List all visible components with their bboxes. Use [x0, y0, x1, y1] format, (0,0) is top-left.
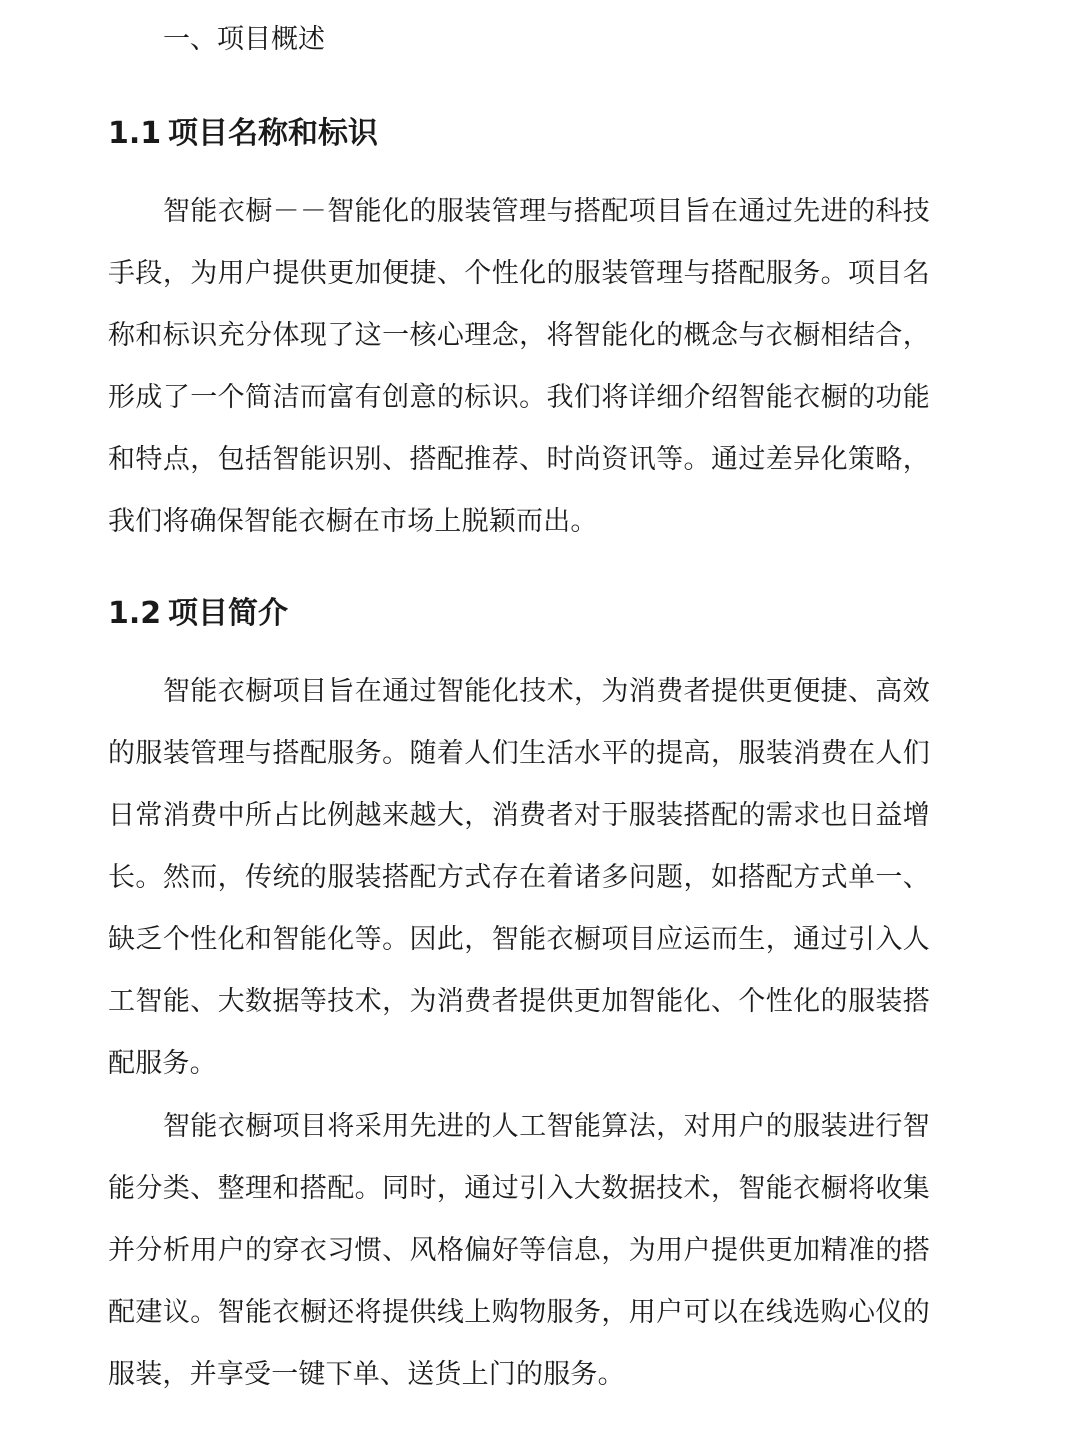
paragraph-project-name: 智能衣橱－－智能化的服装管理与搭配项目旨在通过先进的科技手段，为用户提供更加便捷、个性化的服装管理与搭配服务。项目名称和标识充分体现了这一核心理念，将智能化的概念与衣橱相结合，形成了一个简洁而富有创意的标识。我们将详细介绍智能衣橱的功能和特点，包括智能识别、搭配推荐、时尚资讯等。通过差异化策略，我们将确保智能衣橱在市场上脱颖而出。 [108, 196, 930, 537]
paragraph-project-intro: 智能衣橱项目旨在通过智能化技术，为消费者提供更便捷、高效的服装管理与搭配服务。随着人们生活水平的提高，服装消费在人们日常消费中所占比例越来越大，消费者对于服装搭配的需求也日益增长。然而，传统的服装搭配方式存在着诸多问题，如搭配方式单一、缺乏个性化和智能化等。因此，智能衣橱项目应运而生，通过引入人工智能、大数据等技术，为消费者提供更加智能化、个性化的服装搭配服务。 [108, 676, 930, 1079]
section-heading-1-1 [108, 112, 378, 156]
paragraph-project-tech: 智能衣橱项目将采用先进的人工智能算法，对用户的服装进行智能分类、整理和搭配。同时，通过引入大数据技术，智能衣橱将收集并分析用户的穿衣习惯、风格偏好等信息，为用户提供更加精准的搭配建议。智能衣橱还将提供线上购物服务，用户可以在线选购心仪的服装，并享受一键下单、送货上门的服务。 [108, 1111, 930, 1390]
section-heading-1-2 [108, 592, 288, 636]
section-title: 项目名称和标识 [168, 116, 378, 151]
section-number: 1.2 [108, 596, 162, 631]
chapter-title: 一、项目概述 [163, 24, 325, 55]
section-number: 1.1 [108, 116, 162, 151]
section-title: 项目简介 [168, 596, 288, 631]
